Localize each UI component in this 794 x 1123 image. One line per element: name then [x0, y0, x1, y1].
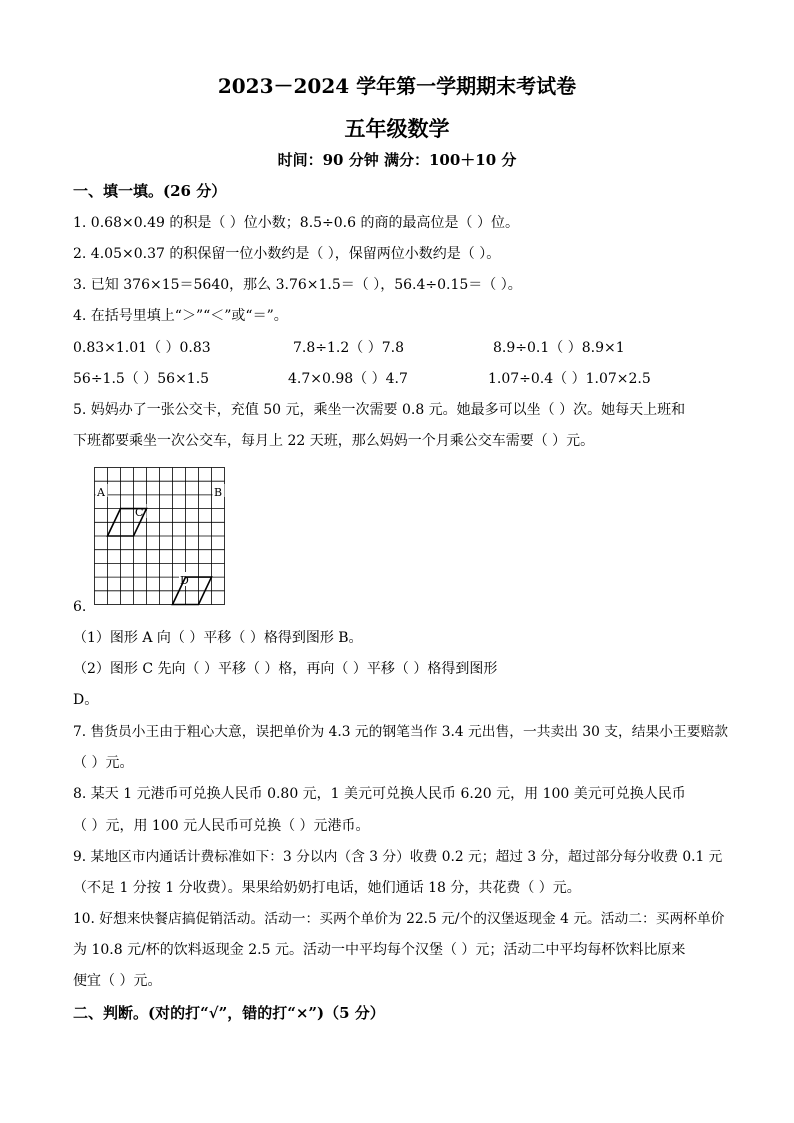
- question-9-line-2: （不足 1 分按 1 分收费）。果果给奶奶打电话，她们通话 18 分，共花费（ ）元。: [73, 880, 581, 896]
- label-b: B: [214, 486, 223, 499]
- question-2: 2. 4.05×0.37 的积保留一位小数约是（ ），保留两位小数约是（ ）。: [73, 246, 501, 262]
- exam-title: 2023－2024 学年第一学期期末考试卷: [217, 74, 577, 98]
- question-5-line-1: 5. 妈妈办了一张公交卡，充值 50 元，乘坐一次需要 0.8 元。她最多可以坐（ ）次。她每天上班和: [73, 402, 686, 418]
- q4-item-1: 0.83×1.01（ ）0.83: [73, 340, 211, 356]
- question-10-line-1: 10. 好想来快餐店搞促销活动。活动一：买两个单价为 22.5 元/个的汉堡返现金 4 元。活动二：买两杯单价: [73, 911, 725, 927]
- section2-heading: 二、判断。(对的打“√”，错的打“×”)（5 分）: [73, 1004, 385, 1022]
- question-8-line-2: （ ）元，用 100 元人民币可兑换（ ）元港币。: [73, 818, 370, 834]
- question-7-line-1: 7. 售货员小王由于粗心大意，误把单价为 4.3 元的钢笔当作 3.4 元出售，一共卖出 30 支，结果小王要赔款: [73, 724, 728, 740]
- question-6-part-2-line-1: （2）图形 C 先向（ ）平移（ ）格，再向（ ）平移（ ）格得到图形: [73, 661, 498, 677]
- question-7-line-2: （ ）元。: [73, 755, 134, 771]
- label-a: A: [97, 486, 105, 499]
- label-d: D: [180, 574, 189, 587]
- label-c: C: [135, 506, 144, 519]
- question-4: 4. 在括号里填上“＞”“＜”或“＝”。: [73, 308, 288, 324]
- exam-meta: 时间：90 分钟 满分：100＋10 分: [277, 151, 517, 169]
- question-6-part-2-line-2: D。: [73, 692, 99, 708]
- question-1: 1. 0.68×0.49 的积是（ ）位小数；8.5÷0.6 的商的最高位是（ ）位。: [73, 215, 519, 231]
- q4-item-3: 8.9÷0.1（ ）8.9×1: [493, 340, 625, 356]
- question-3: 3. 已知 376×15＝5640，那么 3.76×1.5＝（ ），56.4÷0.15＝（ ）。: [73, 277, 522, 293]
- question-8-line-1: 8. 某天 1 元港币可兑换人民币 0.80 元，1 美元可兑换人民币 6.20 元，用 100 美元可兑换人民币: [73, 786, 686, 802]
- question-9-line-1: 9. 某地区市内通话计费标准如下：3 分以内（含 3 分）收费 0.2 元；超过 3 分，超过部分每分收费 0.1 元: [73, 849, 723, 865]
- exam-subtitle: 五年级数学: [344, 116, 450, 141]
- translation-grid-figure: [94, 467, 226, 607]
- question-6-part-1: （1）图形 A 向（ ）平移（ ）格得到图形 B。: [73, 630, 363, 646]
- question-6-number: 6.: [73, 599, 87, 615]
- question-10-line-3: 便宜（ ）元。: [73, 973, 162, 989]
- question-5-line-2: 下班都要乘坐一次公交车，每月上 22 天班，那么妈妈一个月乘公交车需要（ ）元。: [73, 433, 595, 449]
- q4-item-2: 7.8÷1.2（ ）7.8: [293, 340, 404, 356]
- q4-item-5: 4.7×0.98（ ）4.7: [288, 371, 408, 387]
- q4-item-6: 1.07÷0.4（ ）1.07×2.5: [488, 371, 651, 387]
- section1-heading: 一、填一填。(26 分）: [73, 182, 227, 200]
- q4-item-4: 56÷1.5（ ）56×1.5: [73, 371, 210, 387]
- question-10-line-2: 为 10.8 元/杯的饮料返现金 2.5 元。活动一中平均每个汉堡（ ）元；活动二中平均每杯饮料比原来: [73, 942, 686, 958]
